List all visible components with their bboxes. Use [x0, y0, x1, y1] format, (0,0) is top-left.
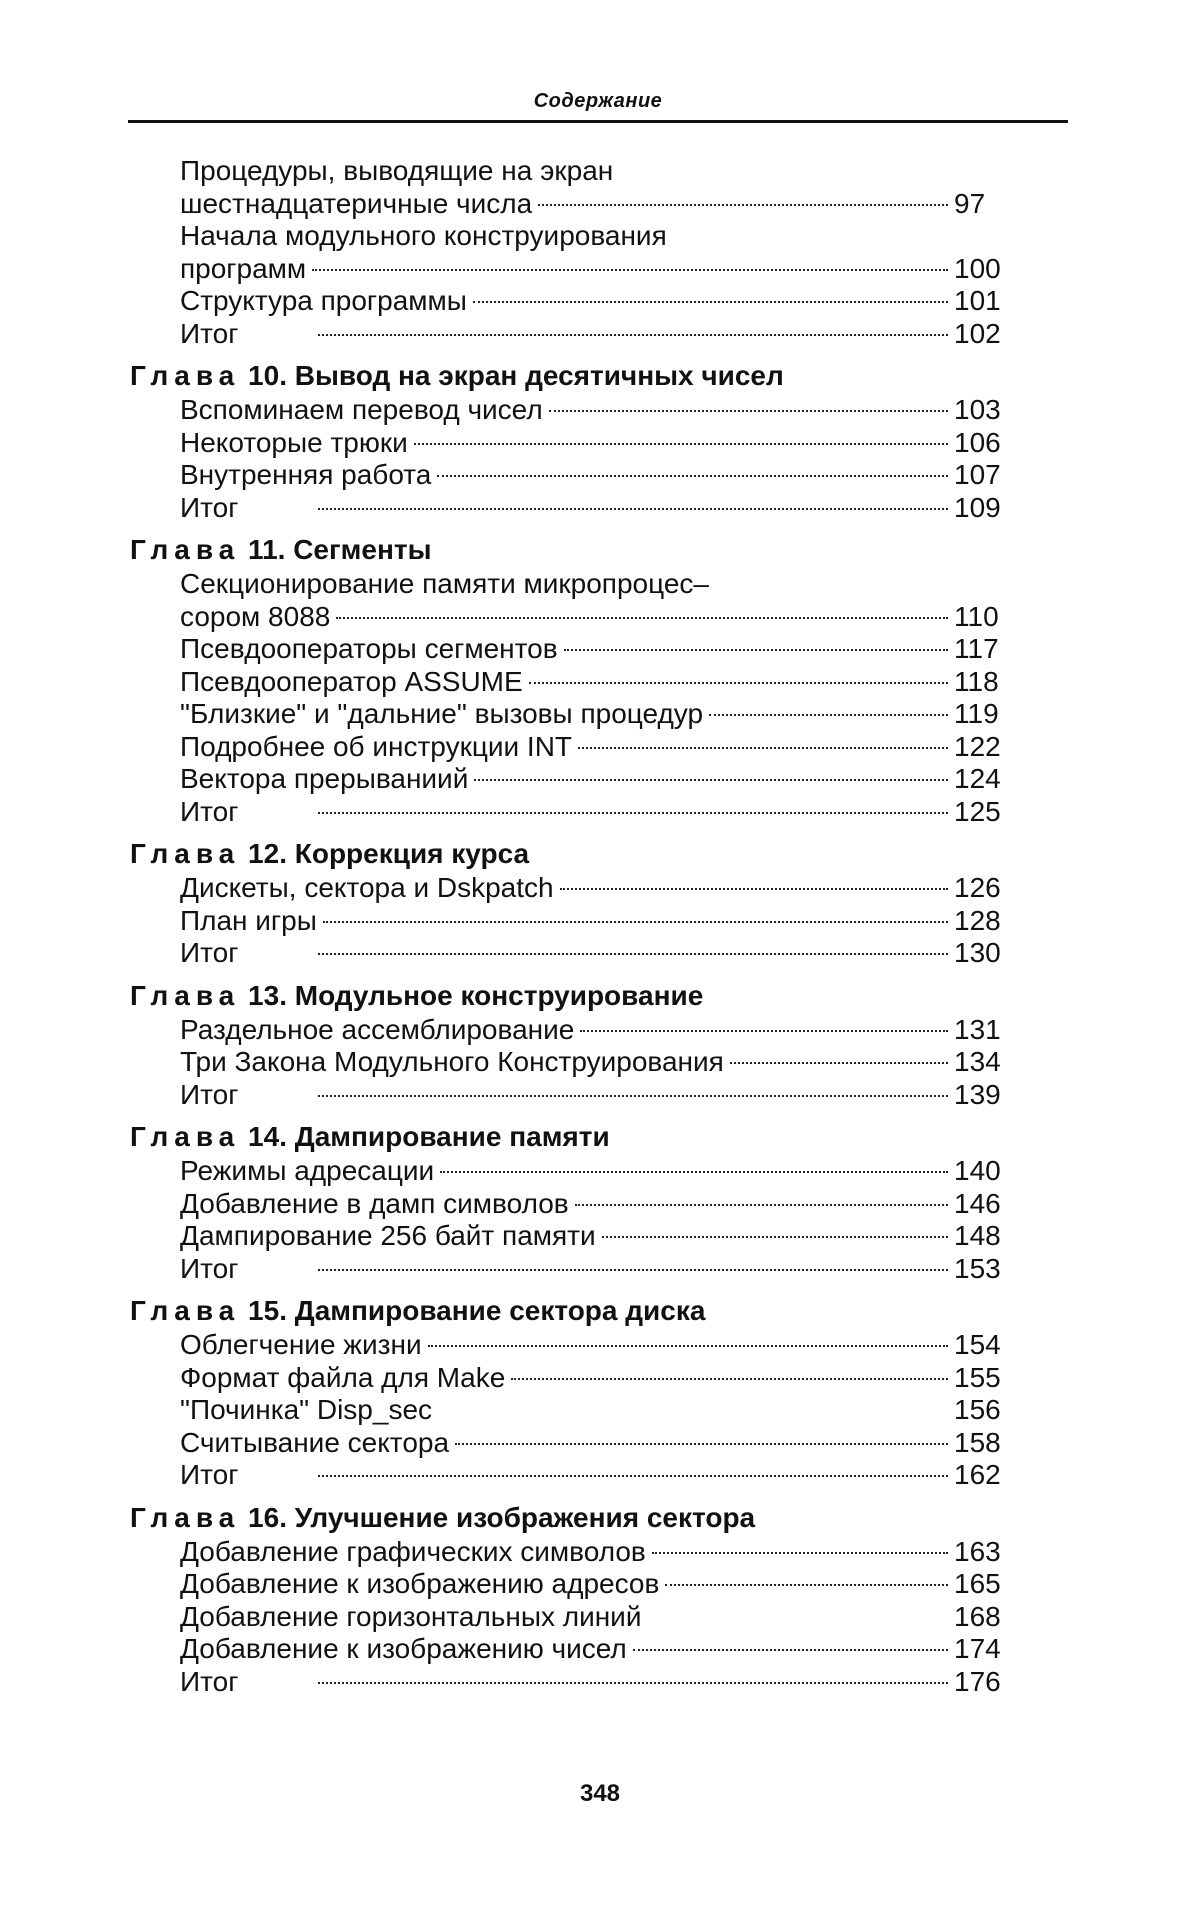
entry-page-number: 103 [954, 394, 1001, 425]
header-rule [128, 120, 1068, 123]
entry-row [180, 731, 1010, 764]
dot-leader [474, 779, 948, 781]
chapter-title: 12. Коррекция курса [240, 838, 530, 869]
entry-page-number: 118 [954, 665, 999, 697]
entry-page-number: 165 [954, 1568, 1001, 1599]
dot-leader [318, 1095, 948, 1097]
toc-entry[interactable] [130, 1079, 1010, 1112]
entry-title-line: Процедуры, выводящие на экран [180, 155, 614, 186]
entry-row [180, 1155, 1010, 1188]
entry-row [180, 698, 1010, 731]
toc-entry[interactable] [130, 1188, 1010, 1221]
toc-entry[interactable] [130, 698, 1010, 731]
chapter-section [130, 836, 1010, 970]
entry-row [180, 1220, 1010, 1253]
toc-entry[interactable] [130, 1220, 1010, 1253]
chapter-heading[interactable] [130, 358, 1010, 394]
table-of-contents [130, 155, 1010, 1698]
toc-entry[interactable] [130, 155, 1010, 220]
chapter-section [130, 978, 1010, 1112]
dot-leader [652, 1552, 948, 1554]
entry-page-number: 119 [954, 698, 999, 729]
entry-row [180, 1633, 1010, 1666]
entry-title: Итог [180, 937, 239, 968]
chapter-heading[interactable] [130, 1500, 1010, 1536]
entry-page-number: 130 [954, 937, 1001, 968]
dot-leader [529, 682, 948, 684]
toc-entry[interactable] [130, 1362, 1010, 1395]
chapter-label: Глава [130, 979, 241, 1011]
chapter-heading[interactable] [130, 532, 1010, 568]
running-head: Содержание [533, 90, 663, 112]
toc-entry[interactable] [130, 1394, 1010, 1427]
toc-entry[interactable] [130, 1568, 1010, 1601]
entry-row [180, 1601, 1010, 1634]
dot-leader [578, 747, 948, 749]
toc-entry[interactable] [130, 1046, 1010, 1079]
entry-row [180, 427, 1010, 460]
toc-entry[interactable] [130, 1459, 1010, 1492]
dot-leader [318, 953, 948, 955]
toc-entry[interactable] [130, 1666, 1010, 1699]
entry-title: Добавление к изображению адресов [180, 1568, 660, 1599]
entry-page-number: 107 [954, 459, 1001, 490]
entry-page-number: 139 [954, 1078, 1001, 1110]
entry-row [180, 285, 1010, 318]
toc-entry[interactable] [130, 1536, 1010, 1569]
chapter-section [130, 358, 1010, 524]
entry-title: Итог [180, 317, 239, 349]
entry-row [180, 1536, 1010, 1569]
entry-row [180, 601, 1010, 634]
dot-leader [437, 475, 948, 477]
toc-entry[interactable] [130, 1014, 1010, 1047]
entry-row [180, 253, 1010, 286]
toc-entry[interactable] [130, 872, 1010, 905]
entry-title: "Близкие" и "дальние" вызовы процедур [180, 698, 704, 729]
entry-page-number: 126 [954, 872, 1001, 903]
entry-page-number: 117 [954, 633, 999, 664]
chapter-title: 13. Модульное конструирование [240, 979, 704, 1011]
entry-title: Считывание сектора [180, 1426, 450, 1458]
chapter-section [130, 155, 1010, 350]
entry-row [180, 1568, 1010, 1601]
toc-entry[interactable] [130, 633, 1010, 666]
entry-page-number: 176 [954, 1665, 1001, 1697]
entry-row [180, 1253, 1010, 1286]
entry-row [180, 318, 1010, 351]
dot-leader [318, 812, 948, 814]
entry-row [180, 459, 1010, 492]
entry-row [180, 1188, 1010, 1221]
toc-entry[interactable] [130, 937, 1010, 970]
chapter-label: Глава [130, 1295, 241, 1326]
entry-title-line: Секционирование памяти микропроцес– [180, 568, 709, 599]
toc-entry[interactable] [130, 459, 1010, 492]
toc-entry[interactable] [130, 285, 1010, 318]
dot-leader [730, 1062, 948, 1064]
entry-title: "Починка" Disp_sec [180, 1394, 433, 1425]
entry-page-number: 101 [954, 285, 1001, 316]
entry-row [180, 796, 1010, 829]
entry-title: Добавление горизонтальных линий [180, 1600, 642, 1632]
chapter-section [130, 1293, 1010, 1492]
entry-page-number: 146 [954, 1187, 1001, 1219]
entry-row [180, 1329, 1010, 1362]
entry-title: Итог [180, 795, 239, 827]
entry-title: Некоторые трюки [180, 426, 408, 458]
chapter-label: Глава [130, 1121, 241, 1152]
entry-page-number: 122 [954, 730, 1001, 762]
entry-row [180, 905, 1010, 938]
entry-title: Добавление в дамп символов [180, 1187, 569, 1219]
dot-leader [414, 443, 948, 445]
chapter-title: 14. Дампирование памяти [240, 1121, 610, 1152]
chapter-label: Глава [130, 534, 241, 565]
entry-page-number: 109 [954, 491, 1001, 523]
entry-row [180, 492, 1010, 525]
entry-title: Облегчение жизни [180, 1329, 422, 1360]
toc-entry[interactable] [130, 1155, 1010, 1188]
chapter-heading[interactable] [130, 1119, 1010, 1155]
dot-leader [560, 888, 948, 890]
entry-page-number: 102 [954, 317, 1001, 349]
chapter-label: Глава [130, 1501, 241, 1533]
entry-title: Формат файла для Make [180, 1361, 506, 1393]
entry-page-number: 174 [954, 1633, 1001, 1664]
chapter-label: Глава [130, 838, 241, 869]
toc-entry[interactable] [130, 492, 1010, 525]
entry-row [180, 872, 1010, 905]
entry-title: Структура программы [180, 285, 467, 316]
entry-title: шестнадцатеричные числа [180, 187, 533, 219]
chapter-heading[interactable] [130, 836, 1010, 872]
entry-row [180, 763, 1010, 796]
entry-page-number: 168 [954, 1600, 1001, 1632]
dot-leader [318, 1475, 948, 1477]
dot-leader [549, 410, 948, 412]
entry-row [180, 1046, 1010, 1079]
entry-page-number: 124 [954, 763, 1001, 794]
chapter-section [130, 1500, 1010, 1699]
toc-entry[interactable] [130, 666, 1010, 699]
dot-leader [511, 1378, 948, 1380]
chapter-heading[interactable] [130, 978, 1010, 1014]
chapter-title: 15. Дампирование сектора диска [240, 1295, 706, 1326]
entry-row [180, 1362, 1010, 1395]
entry-page-number: 100 [954, 252, 1001, 284]
dot-leader [318, 508, 948, 510]
dot-leader [580, 1030, 948, 1032]
entry-page-number: 106 [954, 426, 1001, 458]
dot-leader [602, 1236, 948, 1238]
dot-leader [323, 921, 948, 923]
toc-entry[interactable] [130, 1329, 1010, 1362]
toc-entry[interactable] [130, 318, 1010, 351]
toc-entry[interactable] [130, 763, 1010, 796]
dot-leader [318, 1269, 948, 1271]
dot-leader [538, 204, 948, 206]
toc-entry[interactable] [130, 905, 1010, 938]
entry-title: Внутренняя работа [180, 459, 432, 490]
entry-title: Добавление к изображению чисел [180, 1633, 627, 1664]
dot-leader [575, 1204, 948, 1206]
toc-entry[interactable] [130, 731, 1010, 764]
chapter-section [130, 532, 1010, 828]
entry-page-number: 154 [954, 1329, 1001, 1360]
dot-leader [564, 649, 948, 651]
entry-row [180, 188, 1010, 221]
entry-title: Итог [180, 1665, 239, 1697]
page-number: 348 [579, 1780, 621, 1807]
entry-row [180, 1666, 1010, 1699]
entry-title: Итог [180, 1252, 239, 1284]
entry-title: Раздельное ассемблирование [180, 1013, 575, 1045]
entry-row [180, 1459, 1010, 1492]
toc-entry[interactable] [130, 394, 1010, 427]
entry-row [180, 1427, 1010, 1460]
dot-leader [709, 714, 948, 716]
entry-page-number: 163 [954, 1535, 1001, 1567]
entry-title: Вектора прерываниий [180, 763, 469, 794]
chapter-label: Глава [130, 360, 241, 391]
entry-row [180, 937, 1010, 970]
entry-title: сором 8088 [180, 600, 331, 632]
entry-title: Подробнее об инструкции INT [180, 730, 573, 762]
entry-page-number: 162 [954, 1459, 1001, 1490]
entry-page-number: 110 [954, 600, 999, 632]
entry-page-number: 155 [954, 1361, 1001, 1393]
entry-page-number: 134 [954, 1046, 1001, 1077]
toc-entry[interactable] [130, 1253, 1010, 1286]
dot-leader [336, 617, 948, 619]
toc-entry[interactable] [130, 796, 1010, 829]
dot-leader [473, 301, 948, 303]
entry-page-number: 140 [954, 1155, 1001, 1186]
entry-title: Добавление графических символов [180, 1535, 646, 1567]
entry-title: Итог [180, 1078, 239, 1110]
toc-entry[interactable] [130, 220, 1010, 285]
toc-entry[interactable] [130, 568, 1010, 633]
dot-leader [455, 1443, 948, 1445]
toc-entry[interactable] [130, 1601, 1010, 1634]
toc-entry[interactable] [130, 427, 1010, 460]
entry-row [180, 666, 1010, 699]
entry-title: Режимы адресации [180, 1155, 435, 1186]
entry-page-number: 158 [954, 1426, 1001, 1458]
entry-title: Итог [180, 1459, 239, 1490]
entry-page-number: 128 [954, 904, 1001, 936]
entry-page-number: 131 [954, 1013, 1001, 1045]
entry-page-number: 148 [954, 1220, 1001, 1251]
chapter-title: 11. Сегменты [240, 534, 432, 565]
dot-leader [665, 1584, 948, 1586]
entry-title: Вспоминаем перевод чисел [180, 394, 543, 425]
entry-page-number: 125 [954, 795, 1001, 827]
entry-title: Дискеты, сектора и Dskpatch [180, 872, 554, 903]
entry-page-number: 153 [954, 1252, 1001, 1284]
toc-entry[interactable] [130, 1633, 1010, 1666]
entry-row [180, 1079, 1010, 1112]
dot-leader [428, 1345, 948, 1347]
entry-row [180, 633, 1010, 666]
entry-title: Псевдооператоры сегментов [180, 633, 558, 664]
entry-title: Дампирование 256 байт памяти [180, 1220, 596, 1251]
dot-leader [633, 1649, 948, 1651]
entry-page-number: 156 [954, 1394, 1001, 1425]
entry-title: Три Закона Модульного Конструирования [180, 1046, 724, 1077]
entry-row [180, 1014, 1010, 1047]
entry-title: Псевдооператор ASSUME [180, 665, 523, 697]
dot-leader [440, 1171, 948, 1173]
entry-row [180, 1394, 1010, 1427]
entry-title: План игры [180, 904, 317, 936]
dot-leader [318, 1682, 948, 1684]
entry-title-line: Начала модульного конструирования [180, 220, 667, 251]
chapter-title: 10. Вывод на экран десятичных чисел [240, 360, 784, 391]
entry-page-number: 97 [954, 187, 986, 219]
chapter-heading[interactable] [130, 1293, 1010, 1329]
dot-leader [318, 334, 948, 336]
chapter-title: 16. Улучшение изображения сектора [240, 1501, 756, 1533]
toc-entry[interactable] [130, 1427, 1010, 1460]
dot-leader [312, 269, 948, 271]
entry-row [180, 394, 1010, 427]
entry-title: программ [180, 252, 307, 284]
chapter-section [130, 1119, 1010, 1285]
entry-title: Итог [180, 491, 239, 523]
